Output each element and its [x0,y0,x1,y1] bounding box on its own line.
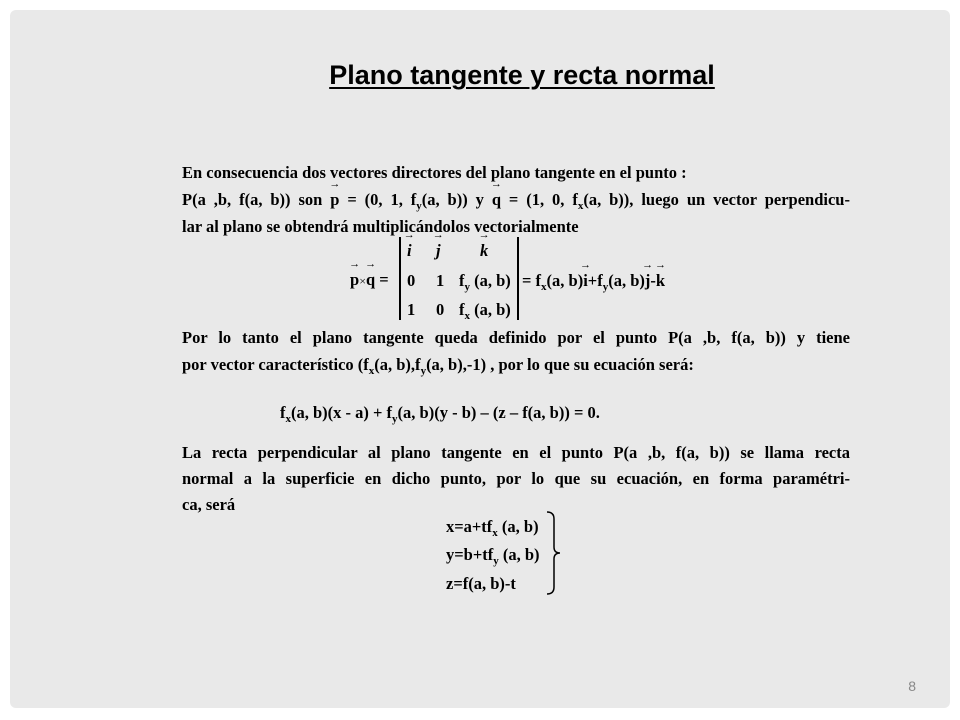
matrix-cell: 0 [407,271,416,290]
para3-line2: normal a la superficie en dicho punto, por lo que su ecuación, en forma paramétri- [182,469,850,488]
determinant-left-bar [399,237,401,320]
matrix-cell: 1 [436,271,445,290]
para3-line1: La recta perpendicular al plano tangente en el punto P(a ,b, f(a, b)) se llama recta [182,443,850,462]
cross-lhs: → p×→ q = [350,270,389,290]
unit-vector-j: → j [436,241,441,261]
param-z: z=f(a, b)-t [446,574,516,593]
param-y: $y=b+tf_y$ (a, b) [446,545,540,567]
matrix-cell: 1 [407,300,416,319]
page-number: 8 [908,678,916,694]
determinant-right-bar [517,237,519,320]
para1-line3: lar al plano se obtendrá multiplicándolos vectorialmente [182,217,579,236]
cross-result: = $f_x(a$, $b)\to i+f_y(a$, b)→ j-→ k [522,271,665,291]
unit-vector-k: → k [480,241,488,261]
para2-line1: Por lo tanto el plano tangente queda definido por el punto P(a ,b, f(a, b)) y tiene [182,328,850,347]
vector-p: → p [330,190,339,210]
unit-vector-i: → i [407,241,412,261]
vector-q: → q [492,190,501,210]
para2-line2: por vector característico ($f_x(a$, $b),f_y(a$, b),-1) , por lo que su ecuación será: [182,355,694,377]
tangent-plane-equation: $f_x(a$, $b)(x - a) + f_y(a$, b)(y - b) – (z – f(a, b)) = 0. [280,403,600,425]
matrix-cell: $f_x$ (a, b) [459,300,511,322]
slide-title: Plano tangente y recta normal [329,60,715,90]
param-x: $x=a+tf_x$ (a, b) [446,517,539,539]
para3-line3: ca, será [182,495,236,514]
para1-line2: P(a ,b, f(a, b)) son → p = (0, 1, $f_y(a$, b)) y → q = (1, 0, $f_x(a$, b)), luego un vector perpendicu- [182,190,850,210]
slide [10,10,950,708]
right-brace [544,511,564,595]
matrix-cell: $f_y$ (a, b) [459,271,511,293]
matrix-cell: 0 [436,300,445,319]
para1-line1: En consecuencia dos vectores directores del plano tangente en el punto : [182,163,687,182]
